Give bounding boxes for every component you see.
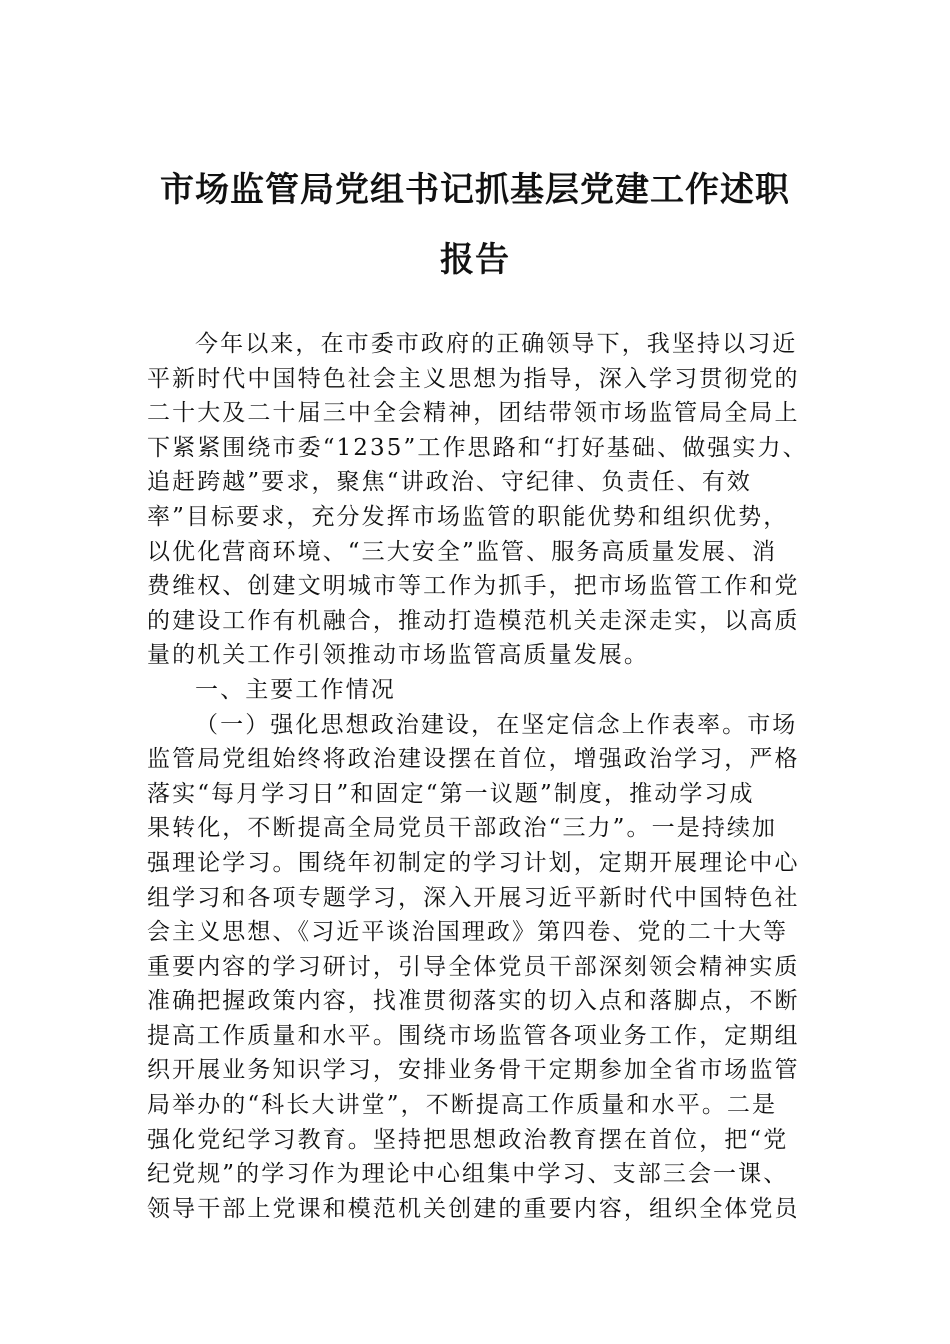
- body-text-line: 果转化，不断提高全局党员干部政治“三力”。一是持续加: [147, 815, 778, 842]
- body-text-line: （一）强化思想政治建设，在坚定信念上作表率。市场: [195, 711, 798, 738]
- body-text-line: 下紧紧围绕市委“1235”工作思路和“打好基础、做强实力、: [147, 434, 808, 461]
- body-text-line: 局举办的“科长大讲堂”，不断提高工作质量和水平。二是: [147, 1092, 778, 1119]
- body-text-line: 今年以来，在市委市政府的正确领导下，我坚持以习近: [195, 331, 798, 357]
- body-text-line: 落实“每月学习日”和固定“第一议题”制度，推动学习成: [147, 780, 755, 807]
- body-text-line: 强理论学习。围绕年初制定的学习计划，定期开展理论中心: [147, 849, 800, 876]
- body-text-line: 量的机关工作引领推动市场监管高质量发展。: [147, 642, 649, 669]
- document-title-line-1: 市场监管局党组书记抓基层党建工作述职: [160, 170, 790, 210]
- body-text-line: 纪党规”的学习作为理论中心组集中学习、支部三会一课、: [147, 1161, 789, 1188]
- body-text-line: 以优化营商环境、“三大安全”监管、服务高质量发展、消: [147, 538, 778, 565]
- body-text-line: 织开展业务知识学习，安排业务骨干定期参加全省市场监管: [147, 1057, 800, 1084]
- body-text-line: 的建设工作有机融合，推动打造模范机关走深走实，以高质: [147, 607, 800, 634]
- body-text-line: 强化党纪学习教育。坚持把思想政治教育摆在首位，把“党: [147, 1126, 789, 1153]
- body-text-line: 会主义思想、《习近平谈治国理政》第四卷、党的二十大等: [147, 919, 789, 946]
- body-text-line: 提高工作质量和水平。围绕市场监管各项业务工作，定期组: [147, 1022, 800, 1049]
- section-heading: 一、主要工作情况: [195, 676, 396, 703]
- body-text-line: 追赶跨越”要求，聚焦“讲政治、守纪律、负责任、有效: [147, 469, 753, 496]
- body-text-line: 二十大及二十届三中全会精神，团结带领市场监管局全局上: [147, 400, 800, 427]
- body-text-line: 费维权、创建文明城市等工作为抓手，把市场监管工作和党: [147, 573, 800, 600]
- body-text-line: 重要内容的学习研讨，引导全体党员干部深刻领会精神实质: [147, 953, 800, 980]
- body-text-line: 率”目标要求，充分发挥市场监管的职能优势和组织优势，: [147, 503, 789, 530]
- document-title-line-2: 报告: [440, 240, 510, 280]
- body-text-line: 领导干部上党课和模范机关创建的重要内容，组织全体党员: [147, 1195, 800, 1222]
- body-text-line: 平新时代中国特色社会主义思想为指导，深入学习贯彻党的: [147, 365, 800, 392]
- body-text-line: 监管局党组始终将政治建设摆在首位，增强政治学习，严格: [147, 746, 800, 773]
- body-text-line: 准确把握政策内容，找准贯彻落实的切入点和落脚点，不断: [147, 988, 800, 1015]
- body-text-line: 组学习和各项专题学习，深入开展习近平新时代中国特色社: [147, 884, 800, 911]
- document-body: [147, 327, 827, 1226]
